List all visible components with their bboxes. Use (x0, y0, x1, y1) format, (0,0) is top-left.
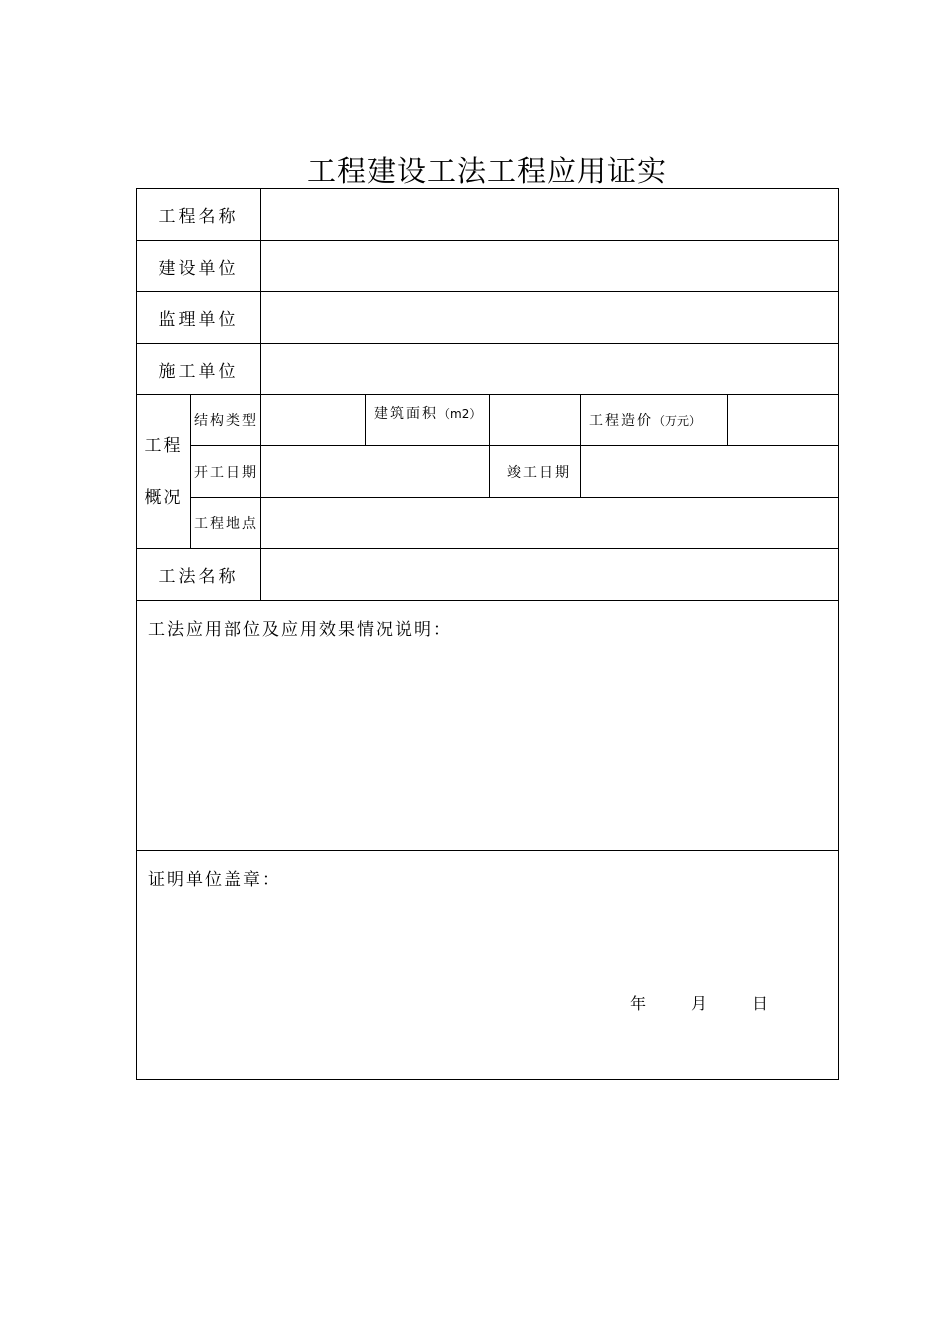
application-proof-form (136, 188, 839, 1080)
builder-value[interactable] (261, 241, 839, 292)
location-value[interactable] (261, 498, 839, 549)
description-area[interactable] (137, 601, 839, 851)
row-project-name (137, 189, 839, 241)
row-overview-2 (137, 446, 839, 498)
method-name-value[interactable] (261, 549, 839, 601)
seal-label: 证明单位盖章： (148, 870, 281, 890)
row-overview-1 (137, 395, 839, 446)
year-label: 年 (630, 994, 649, 1013)
overview-line-2: 概况 (144, 487, 183, 508)
project-name-value[interactable] (261, 189, 839, 241)
overview-line-1: 工程 (144, 435, 183, 456)
label-contractor: 施工单位 (137, 344, 261, 395)
supervisor-value[interactable] (261, 292, 839, 344)
date-line (630, 991, 770, 1014)
building-area-unit: （m2） (438, 407, 482, 421)
label-building-area (366, 395, 490, 446)
label-method-name: 工法名称 (137, 549, 261, 601)
label-project-cost (581, 395, 728, 446)
completion-date-value[interactable] (581, 446, 839, 498)
row-description (137, 601, 839, 851)
label-completion-date: 竣工日期 (490, 446, 581, 498)
label-start-date: 开工日期 (191, 446, 261, 498)
structure-type-value[interactable] (261, 395, 366, 446)
project-cost-unit: （万元） (653, 414, 702, 428)
label-project-overview (137, 395, 191, 549)
document-title: 工程建设工法工程应用证实 (306, 154, 667, 188)
project-cost-text: 工程造价 (589, 413, 653, 429)
contractor-value[interactable] (261, 344, 839, 395)
building-area-value[interactable] (490, 395, 581, 446)
label-project-name: 工程名称 (137, 189, 261, 241)
project-cost-value[interactable] (728, 395, 839, 446)
row-contractor (137, 344, 839, 395)
label-location: 工程地点 (191, 498, 261, 549)
label-builder: 建设单位 (137, 241, 261, 292)
label-supervisor: 监理单位 (137, 292, 261, 344)
row-seal (137, 851, 839, 1080)
row-method-name (137, 549, 839, 601)
label-structure-type: 结构类型 (191, 395, 261, 446)
row-overview-3 (137, 498, 839, 549)
row-builder (137, 241, 839, 292)
row-supervisor (137, 292, 839, 344)
day-label: 日 (752, 994, 771, 1013)
building-area-text: 建筑面积 (374, 406, 438, 422)
start-date-value[interactable] (261, 446, 490, 498)
month-label: 月 (691, 994, 710, 1013)
description-label: 工法应用部位及应用效果情况说明： (148, 620, 452, 640)
seal-area[interactable] (137, 851, 839, 1080)
